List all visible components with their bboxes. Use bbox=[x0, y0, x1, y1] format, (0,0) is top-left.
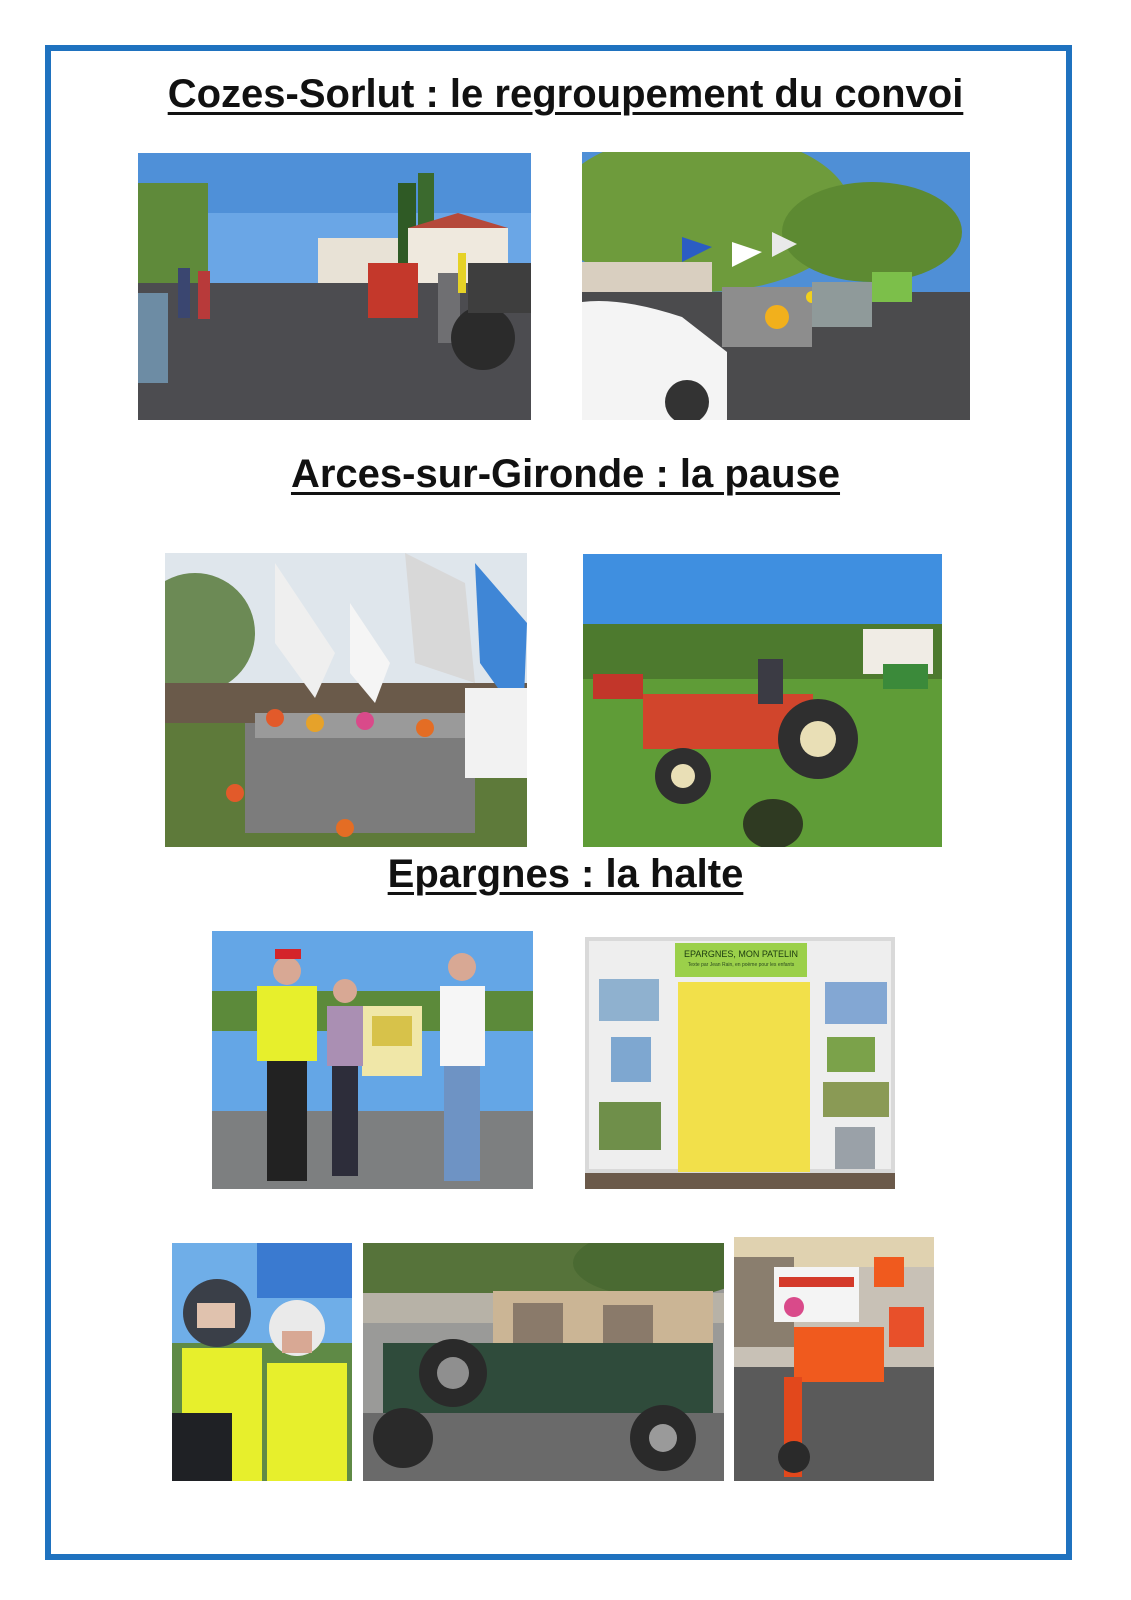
photo-decorated-cars bbox=[582, 152, 970, 420]
photo-tractor-convoy bbox=[138, 153, 531, 420]
poster-subtitle: Texte par Jean Rain, en poème pour les enfants bbox=[687, 962, 795, 968]
photo-poster-board bbox=[585, 937, 895, 1189]
photo-orange-moped bbox=[734, 1237, 934, 1481]
poster-title: EPARGNES, MON PATELIN bbox=[683, 949, 799, 959]
photo-three-people bbox=[212, 931, 533, 1189]
photo-flagged-trailer bbox=[165, 553, 527, 847]
section-title-arces: Arces-sur-Gironde : la pause bbox=[290, 452, 841, 496]
poster-text-sheet bbox=[678, 982, 810, 1172]
photo-red-tractor bbox=[583, 554, 942, 847]
photo-motorcycle-riders bbox=[172, 1243, 352, 1481]
photo-vintage-car bbox=[363, 1243, 724, 1481]
section-title-cozes: Cozes-Sorlut : le regroupement du convoi bbox=[167, 72, 964, 116]
section-title-epargnes: Epargnes : la halte bbox=[387, 852, 744, 896]
